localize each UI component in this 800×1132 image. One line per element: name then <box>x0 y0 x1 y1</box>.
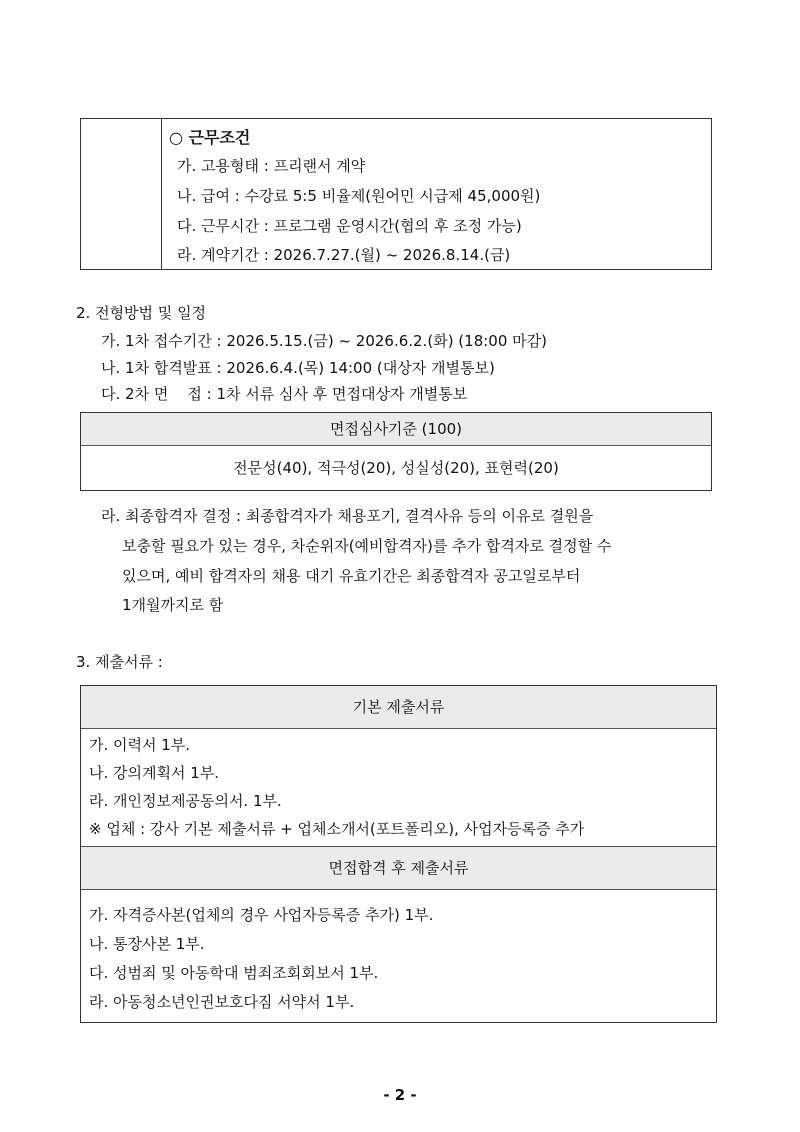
basic-document-item: 나. 강의계획서 1부. <box>89 764 220 782</box>
basic-documents-list <box>81 729 716 846</box>
documents-heading: 3. 제출서류 : <box>76 653 163 671</box>
after-interview-documents-list <box>81 890 716 1022</box>
basic-document-item: 가. 이력서 1부. <box>89 736 191 754</box>
box-divider <box>161 119 162 269</box>
after-document-item: 라. 아동청소년인권보호다짐 서약서 1부. <box>89 993 355 1011</box>
basic-documents-header: 기본 제출서류 <box>81 686 716 729</box>
after-document-item: 다. 성범죄 및 아동학대 범죄조회회보서 1부. <box>89 964 379 982</box>
after-document-item: 나. 통장사본 1부. <box>89 935 205 953</box>
selection-item-interview: 다. 2차 면 접 : 1차 서류 심사 후 면접대상자 개별통보 <box>101 385 468 403</box>
final-decision-line-4: 1개월까지로 함 <box>122 596 224 614</box>
selection-item-first-result: 나. 1차 합격발표 : 2026.6.4.(목) 14:00 (대상자 개별통보) <box>101 359 495 377</box>
criteria-body: 전문성(40), 적극성(20), 성실성(20), 표현력(20) <box>233 459 559 477</box>
work-condition-salary: 나. 급여 : 수강료 5:5 비율제(원어민 시급제 45,000원) <box>177 187 541 205</box>
final-decision-line-3: 있으며, 예비 합격자의 채용 대기 유효기간은 최종합격자 공고일로부터 <box>122 567 581 585</box>
criteria-header: 면접심사기준 (100) <box>81 413 711 446</box>
basic-document-note: ※ 업체 : 강사 기본 제출서류 + 업체소개서(포트폴리오), 사업자등록증 추가 <box>89 820 585 838</box>
work-conditions-box <box>80 118 712 270</box>
after-interview-documents-header: 면접합격 후 제출서류 <box>81 846 716 890</box>
after-document-item: 가. 자격증사본(업체의 경우 사업자등록증 추가) 1부. <box>89 906 434 924</box>
page-number: - 2 - <box>383 1086 417 1104</box>
documents-table <box>80 685 717 1023</box>
basic-document-item: 라. 개인정보제공동의서. 1부. <box>89 792 282 810</box>
work-condition-employment-type: 가. 고용형태 : 프리랜서 계약 <box>177 157 366 175</box>
work-condition-hours: 다. 근무시간 : 프로그램 운영시간(협의 후 조정 가능) <box>177 217 522 235</box>
selection-heading: 2. 전형방법 및 일정 <box>76 304 207 322</box>
work-conditions-title: ○ 근무조건 <box>169 128 251 147</box>
work-condition-period: 라. 계약기간 : 2026.7.27.(월) ~ 2026.8.14.(금) <box>177 246 511 264</box>
selection-item-application: 가. 1차 접수기간 : 2026.5.15.(금) ~ 2026.6.2.(화) (18:00 마감) <box>101 332 547 350</box>
final-decision-line-1: 라. 최종합격자 결정 : 최종합격자가 채용포기, 결격사유 등의 이유로 결원을 <box>101 507 594 525</box>
interview-criteria-table <box>80 412 712 491</box>
final-decision-line-2: 보충할 필요가 있는 경우, 차순위자(예비합격자)를 추가 합격자로 결정할 수 <box>122 537 612 555</box>
